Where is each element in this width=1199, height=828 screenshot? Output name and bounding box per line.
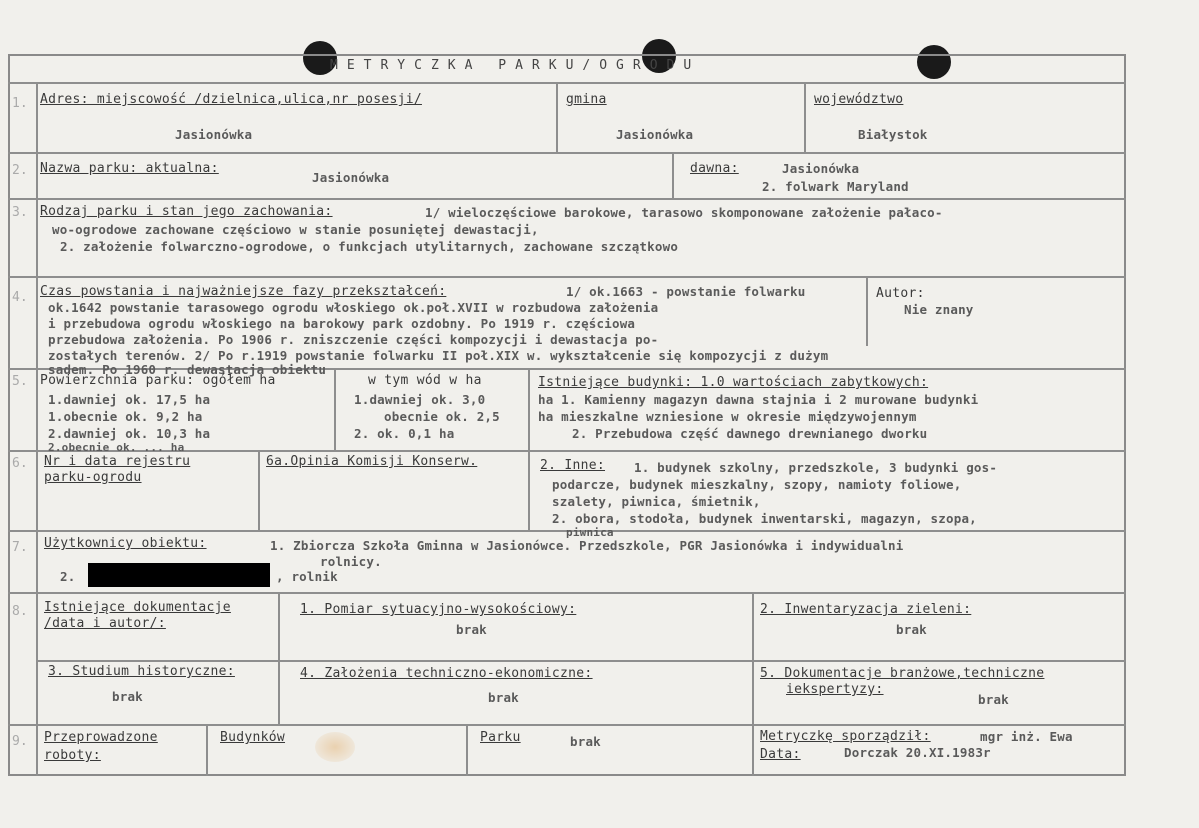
address-label: Adres: miejscowość /dzielnica,ulica,nr posesji/ xyxy=(40,92,422,107)
author-value: Nie znany xyxy=(904,302,974,317)
column-divider xyxy=(866,276,868,346)
address-value: Jasionówka xyxy=(175,127,253,142)
history-text: i przebudowa ogrodu włoskiego na barokowy park ozdobny. Po 1919 r. częściowa xyxy=(48,316,636,331)
works-label: roboty: xyxy=(44,748,101,763)
opinion-label: 6a.Opinia Komisji Konserw. xyxy=(266,454,478,469)
users-label: Użytkownicy obiektu: xyxy=(44,536,207,551)
author-label: Autor: xyxy=(876,286,925,301)
gmina-value: Jasionówka xyxy=(616,127,694,142)
row-number: 9. xyxy=(12,734,28,749)
row-number: 7. xyxy=(12,540,28,555)
park-type-text: 1/ wieloczęściowe barokowe, tarasowo skomponowane założenie pałaco- xyxy=(425,205,943,220)
voivodeship-label: województwo xyxy=(814,92,904,107)
survey-value: brak xyxy=(456,622,487,637)
column-divider xyxy=(36,82,38,776)
other-value: 2. obora, stodoła, budynek inwentarski, magazyn, szopa, xyxy=(552,511,977,526)
buildings-value: ha mieszkalne wzniesione w okresie międzywojennym xyxy=(538,409,917,424)
area-value: 2.obecnie ok. ... ha xyxy=(48,441,185,454)
water-area-value: 1.dawniej ok. 3,0 xyxy=(354,392,486,407)
park-name-label: Nazwa parku: aktualna: xyxy=(40,161,219,176)
park-name-value: Jasionówka xyxy=(312,170,390,185)
row-divider xyxy=(8,82,1126,84)
redaction-bar xyxy=(88,563,270,587)
column-divider xyxy=(752,724,754,776)
row-number: 5. xyxy=(12,374,28,389)
history-text: ok.1642 powstanie tarasowego ogrodu włoskiego ok.poł.XVII w rozbudowa założenia xyxy=(48,300,659,315)
tech-econ-value: brak xyxy=(488,690,519,705)
sector-docs-label: 5. Dokumentacje branżowe,techniczne xyxy=(760,666,1045,681)
column-divider xyxy=(672,152,674,198)
works-label: Przeprowadzone xyxy=(44,730,158,745)
register-label: parku-ogrodu xyxy=(44,470,142,485)
sector-docs-value: brak xyxy=(978,692,1009,707)
history-text: sadem. Po 1960 r. dewastacja obiektu xyxy=(48,362,327,377)
column-divider xyxy=(258,450,260,530)
area-value: 1.obecnie ok. 9,2 ha xyxy=(48,409,203,424)
docs-label: /data i autor/: xyxy=(44,616,166,631)
park-type-text: 2. założenie folwarczno-ogrodowe, o funkcjach utylitarnych, zachowane szczątkowo xyxy=(60,239,679,254)
tech-econ-label: 4. Założenia techniczno-ekonomiczne: xyxy=(300,666,593,681)
users-value: 1. Zbiorcza Szkoła Gminna w Jasionówce. Przedszkole, PGR Jasionówka i indywidualni xyxy=(270,538,904,553)
form-title: METRYCZKA PARKU/OGRODU xyxy=(330,58,701,73)
column-divider xyxy=(752,592,754,724)
row-number: 2. xyxy=(12,163,28,178)
column-divider xyxy=(804,82,806,152)
users-value: 2. xyxy=(60,569,76,584)
park-type-text: wo-ogrodowe zachowane częściowo w stanie posuniętej dewastacji, xyxy=(52,222,539,237)
paper-stain xyxy=(315,732,355,762)
sector-docs-label: iekspertyzy: xyxy=(786,682,884,697)
register-label: Nr i data rejestru xyxy=(44,454,191,469)
row-number: 3. xyxy=(12,205,28,220)
column-divider xyxy=(334,368,336,450)
row-divider xyxy=(36,660,278,662)
row-divider xyxy=(8,198,1126,200)
row-divider xyxy=(8,592,1126,594)
column-divider xyxy=(528,368,530,450)
works-park-value: brak xyxy=(570,734,601,749)
buildings-value: 2. Przebudowa część dawnego drewnianego dworku xyxy=(572,426,928,441)
row-number: 1. xyxy=(12,96,28,111)
works-buildings-label: Budynków xyxy=(220,730,286,745)
column-divider xyxy=(528,450,530,530)
history-label: Czas powstania i najważniejsze fazy przekształceń: xyxy=(40,284,447,299)
users-value: rolnicy. xyxy=(320,554,382,569)
former-name-value: 2. folwark Maryland xyxy=(762,179,909,194)
greenery-label: 2. Inwentaryzacja zieleni: xyxy=(760,602,972,617)
gmina-label: gmina xyxy=(566,92,607,107)
history-text: 1/ ok.1663 - powstanie folwarku xyxy=(566,284,806,299)
row-number: 6. xyxy=(12,456,28,471)
column-divider xyxy=(206,724,208,776)
water-area-label: w tym wód w ha xyxy=(368,373,482,388)
area-value: 1.dawniej ok. 17,5 ha xyxy=(48,392,211,407)
history-text: przebudowa założenia. Po 1906 r. zniszczenie części kompozycji i dewastacja po- xyxy=(48,332,659,347)
former-name-label: dawna: xyxy=(690,161,739,176)
other-value: piwnica xyxy=(566,526,614,539)
date-label: Data: xyxy=(760,747,801,762)
area-label: Powierzchnia parku: ogółem ha xyxy=(40,373,276,388)
area-value: 2.dawniej ok. 10,3 ha xyxy=(48,426,211,441)
other-value: szalety, piwnica, śmietnik, xyxy=(552,494,761,509)
users-value: , rolnik xyxy=(276,569,338,584)
other-label: 2. Inne: xyxy=(540,458,606,473)
docs-label: Istniejące dokumentacje xyxy=(44,600,231,615)
date-value: Dorczak 20.XI.1983r xyxy=(844,745,991,760)
other-value: podarcze, budynek mieszkalny, szopy, namioty foliowe, xyxy=(552,477,962,492)
voivodeship-value: Białystok xyxy=(858,127,928,142)
prepared-by-value: mgr inż. Ewa xyxy=(980,729,1073,744)
greenery-value: brak xyxy=(896,622,927,637)
row-number: 8. xyxy=(12,604,28,619)
other-value: 1. budynek szkolny, przedszkole, 3 budynki gos- xyxy=(634,460,998,475)
column-divider xyxy=(278,592,280,724)
row-divider xyxy=(8,724,1126,726)
prepared-by-label: Metryczkę sporządził: xyxy=(760,729,931,744)
history-study-value: brak xyxy=(112,689,143,704)
history-text: zostałych terenów. 2/ Po r.1919 powstanie folwarku II poł.XIX w. wykształcenie się kompozycji z dużym xyxy=(48,348,829,363)
water-area-value: obecnie ok. 2,5 xyxy=(384,409,500,424)
buildings-label: Istniejące budynki: 1.0 wartościach zabytkowych: xyxy=(538,375,929,390)
column-divider xyxy=(556,82,558,152)
works-park-label: Parku xyxy=(480,730,521,745)
survey-label: 1. Pomiar sytuacyjno-wysokościowy: xyxy=(300,602,577,617)
row-divider xyxy=(8,152,1126,154)
row-number: 4. xyxy=(12,290,28,305)
history-study-label: 3. Studium historyczne: xyxy=(48,664,235,679)
water-area-value: 2. ok. 0,1 ha xyxy=(354,426,455,441)
park-type-label: Rodzaj parku i stan jego zachowania: xyxy=(40,204,333,219)
buildings-value: ha 1. Kamienny magazyn dawna stajnia i 2 murowane budynki xyxy=(538,392,979,407)
row-divider xyxy=(8,276,1126,278)
former-name-value: Jasionówka xyxy=(782,161,860,176)
column-divider xyxy=(466,724,468,776)
row-divider xyxy=(278,660,1126,662)
